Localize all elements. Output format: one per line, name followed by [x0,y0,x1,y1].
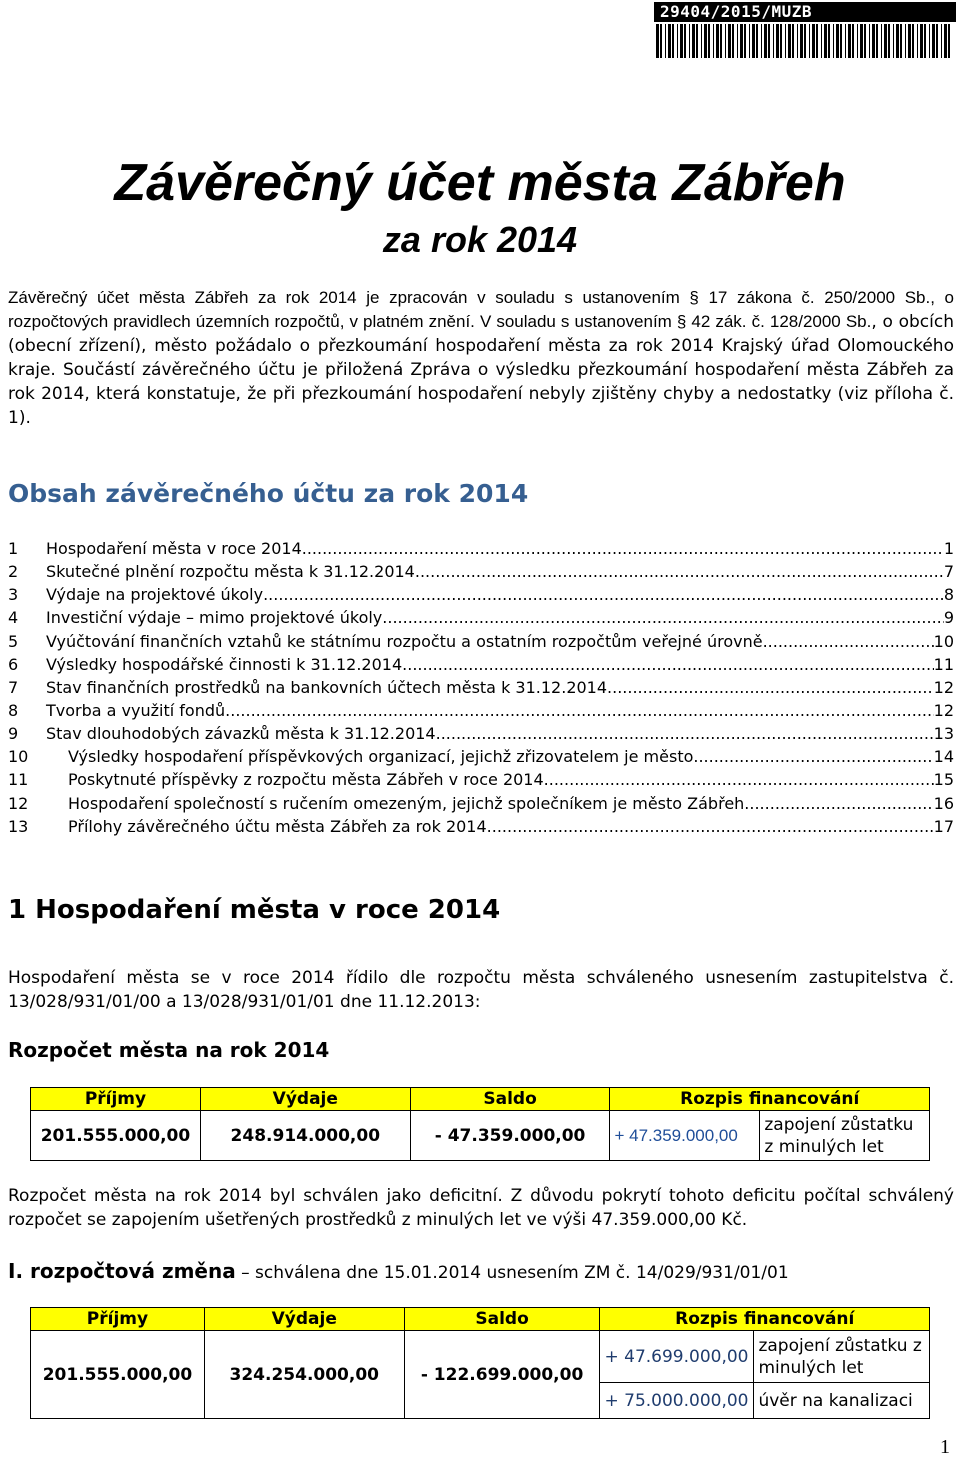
toc-leader-dots [744,792,933,815]
toc-item-page: 11 [933,654,954,674]
col-header-prijmy: Příjmy [31,1308,205,1331]
toc-item-title: Přílohy závěrečného účtu města Zábřeh za rok 2014 [68,816,487,836]
toc-item-number: 5 [8,631,19,651]
col-header-vydaje: Výdaje [204,1308,404,1331]
toc-item[interactable] [8,560,954,583]
toc-item-number: 7 [8,677,19,697]
budget-change-header-row [31,1308,930,1331]
toc-leader-dots [225,699,934,722]
toc-item[interactable] [8,606,954,629]
change-financing-amount-1: + 47.699.000,00 [600,1331,754,1383]
toc-item-page: 12 [933,700,954,720]
toc-item[interactable] [8,745,954,768]
toc-item-number: 12 [8,793,29,813]
section-paragraph: Hospodaření města se v roce 2014 řídilo dle rozpočtu města schváleného usnesením zastupitelstva č. 13/028/931/01/00 a 13/028/931/01/01 dne 11.12.2013: [8,968,954,1012]
col-header-vydaje: Výdaje [200,1088,410,1111]
document-subtitle: za rok 2014 [382,219,578,260]
toc-leader-dots [607,676,934,699]
budget-table [30,1087,930,1161]
toc-item-page: 17 [933,816,954,836]
change-financing-label-2: úvěr na kanalizaci [754,1383,930,1419]
change-financing-label-1: zapojení zůstatku z minulých let [754,1331,930,1383]
toc-item-page: 9 [943,608,954,628]
intro-paragraph [8,286,954,430]
document-reference-code: 29404/2015/MUZB [654,2,956,22]
toc-item-page: 16 [933,793,954,813]
toc-item-page: 10 [933,631,954,651]
budget-change-row [31,1331,930,1383]
toc-item-page: 7 [943,562,954,582]
intro-paragraph-part1: Závěrečný účet města Zábřeh za rok 2014 je zpracován v souladu s ustanovením § 17 zákona č. 250/2000 Sb., o rozpočtových pravidlech územních rozpočtů, v platném znění. V souladu s ustanovením § 42 zák. č. 128/2000 Sb. [8,288,954,331]
toc-leader-dots [402,653,934,676]
toc-item-page: 1 [943,539,954,558]
toc-leader-dots [382,606,944,629]
toc-leader-dots [487,815,934,838]
toc-item-number: 9 [8,724,19,744]
budget-heading: Rozpočet města na rok 2014 [8,1038,330,1062]
toc-item-title: Investiční výdaje – mimo projektové úkoly [46,608,383,628]
toc-leader-dots [436,722,934,745]
table-of-contents [8,537,954,838]
toc-item-title: Výdaje na projektové úkoly [46,585,264,605]
budget-change-heading-bold: I. rozpočtová změna [8,1259,236,1283]
toc-item-number: 4 [8,608,19,628]
change-vydaje: 324.254.000,00 [204,1331,404,1419]
toc-item[interactable] [8,792,954,815]
change-saldo: - 122.699.000,00 [404,1331,600,1419]
toc-item-number: 2 [8,562,19,582]
toc-item-title: Stav dlouhodobých závazků města k 31.12.2014 [46,724,436,744]
toc-item-number: 13 [8,816,29,836]
document-barcode-stamp [654,2,956,60]
toc-item-title: Výsledky hospodářské činnosti k 31.12.2014 [46,654,403,674]
toc-leader-dots [763,630,934,653]
page-number: 1 [940,1436,950,1458]
toc-item[interactable] [8,699,954,722]
toc-item[interactable] [8,722,954,745]
toc-heading: Obsah závěrečného účtu za rok 2014 [8,479,529,508]
toc-item-number: 3 [8,585,19,605]
budget-financing-amount: + 47.359.000,00 [610,1111,760,1161]
budget-change-heading [8,1258,789,1286]
toc-item[interactable] [8,676,954,699]
toc-item-title: Skutečné plnění rozpočtu města k 31.12.2014 [46,562,415,582]
change-financing-amount-2: + 75.000.000,00 [600,1383,754,1419]
budget-deficit-paragraph: Rozpočet města na rok 2014 byl schválen jako deficitní. Z důvodu pokrytí tohoto deficitu počítal schválený rozpočet se zapojením ušetřených prostředků z minulých let ve výši 47.359.000,00 Kč. [8,1186,954,1230]
budget-prijmy: 201.555.000,00 [31,1111,201,1161]
document-title: Závěrečný účet města Zábřeh [114,154,846,212]
toc-leader-dots [415,560,944,583]
change-prijmy: 201.555.000,00 [31,1331,205,1419]
col-header-saldo: Saldo [404,1308,600,1331]
toc-item-page: 15 [933,770,954,790]
toc-item-title: Hospodaření společností s ručením omezeným, jejichž společníkem je město Zábřeh [68,793,745,813]
barcode-icon [654,22,956,60]
budget-change-heading-detail: – schválena dne 15.01.2014 usnesením ZM č. 14/029/931/01/01 [235,1263,789,1283]
budget-saldo: - 47.359.000,00 [410,1111,610,1161]
toc-item[interactable] [8,815,954,838]
col-header-saldo: Saldo [410,1088,610,1111]
section-heading: 1 Hospodaření města v roce 2014 [8,895,501,925]
toc-item-page: 14 [933,747,954,767]
toc-item[interactable] [8,768,954,791]
toc-item[interactable] [8,583,954,606]
toc-item[interactable] [8,537,954,560]
toc-item-page: 13 [933,724,954,744]
budget-financing-label: zapojení zůstatku z minulých let [760,1111,930,1161]
toc-leader-dots [263,583,944,606]
toc-item-number: 11 [8,770,29,790]
col-header-financing: Rozpis financování [600,1308,930,1331]
toc-item-number: 10 [8,747,29,767]
toc-item[interactable] [8,653,954,676]
budget-vydaje: 248.914.000,00 [200,1111,410,1161]
toc-item-title: Hospodaření města v roce 2014 [46,539,302,558]
toc-item[interactable] [8,630,954,653]
toc-item-title: Stav finančních prostředků na bankovních účtech města k 31.12.2014 [46,677,608,697]
toc-item-title: Výsledky hospodaření příspěvkových organizací, jejichž zřizovatelem je město [68,747,694,767]
budget-table-header-row [31,1088,930,1111]
col-header-prijmy: Příjmy [31,1088,201,1111]
budget-table-row [31,1111,930,1161]
toc-leader-dots [302,537,944,560]
toc-item-title: Vyúčtování finančních vztahů ke státnímu rozpočtu a ostatním rozpočtům veřejné úrovně [46,631,763,651]
budget-change-table [30,1307,930,1419]
toc-item-page: 8 [943,585,954,605]
toc-leader-dots [693,745,933,768]
toc-item-title: Tvorba a využití fondů [46,700,226,720]
col-header-financing: Rozpis financování [610,1088,930,1111]
toc-item-title: Poskytnuté příspěvky z rozpočtu města Zábřeh v roce 2014 [68,770,544,790]
toc-item-number: 6 [8,654,19,674]
toc-item-number: 1 [8,539,19,558]
intro-paragraph-part2: , o obcích (obecní zřízení), město požádalo o přezkoumání hospodaření města za rok 2014 Krajský úřad Olomouckého kraje. Součástí závěrečného účtu je přiložená Zpráva o výsledku přezkoumání hospodaření města Zábřeh za rok 2014, která konstatuje, že při přezkoumání hospodaření nebyly zjištěny chyby a nedostatky (viz příloha č. 1). [8,312,955,428]
toc-leader-dots [544,768,934,791]
toc-item-page: 12 [933,677,954,697]
toc-item-number: 8 [8,700,19,720]
